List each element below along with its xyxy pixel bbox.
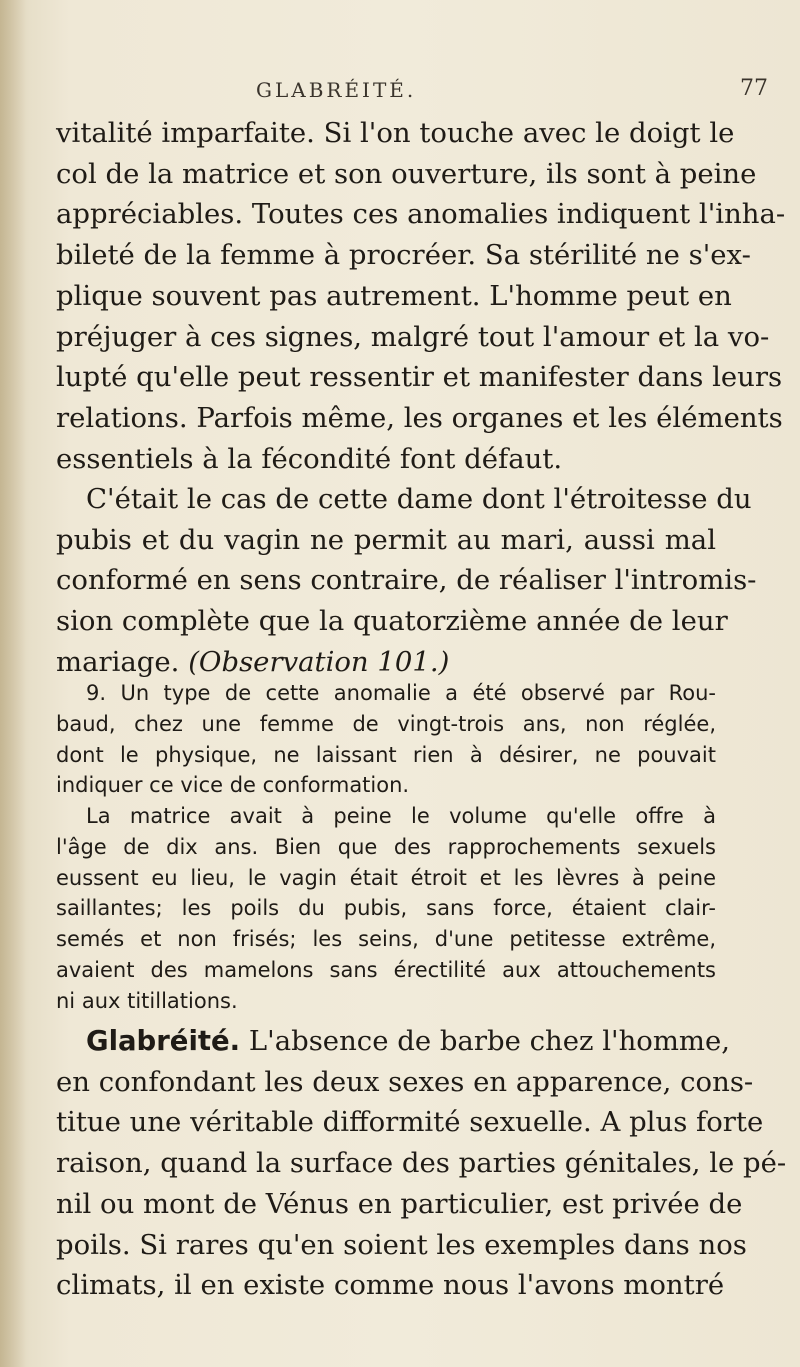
- text-line: semés et non frisés; les seins, d'une petitesse extrême,: [56, 927, 716, 952]
- text-line: C'était le cas de cette dame dont l'étroitesse du: [86, 483, 752, 515]
- text-line: avaient des mamelons sans érectilité aux attouchements: [56, 957, 716, 982]
- text-line: lupté qu'elle peut ressentir et manifester dans leurs: [56, 361, 783, 394]
- text-line: La matrice avait à peine le volume qu'elle offre à: [86, 804, 716, 828]
- text-line: relations. Parfois même, les organes et les éléments: [56, 401, 783, 434]
- text-line: bileté de la femme à procréer. Sa stérilité ne s'ex-: [56, 239, 751, 272]
- paragraph-1: [56, 113, 786, 479]
- text-line: poils. Si rares qu'en soient les exemples dans nos: [56, 1228, 747, 1261]
- text-line: pubis et du vagin ne permit au mari, aussi mal: [56, 523, 716, 556]
- gutter-shadow: [0, 0, 26, 1367]
- text-line: appréciables. Toutes ces anomalies indiquent l'inha-: [56, 198, 786, 231]
- text-line: eussent eu lieu, le vagin était étroit et les lèvres à peine: [56, 865, 716, 890]
- text-line: en confondant les deux sexes en apparence, cons-: [56, 1065, 754, 1098]
- text-line: baud, chez une femme de vingt-trois ans, non réglée,: [56, 711, 716, 736]
- text-line: l'âge de dix ans. Bien que des rapprochements sexuels: [56, 834, 716, 859]
- text-line: sion complète que la quatorzième année de leur: [56, 605, 728, 638]
- text-line: climats, il en existe comme nous l'avons montré: [56, 1269, 725, 1302]
- text-line: col de la matrice et son ouverture, ils sont à peine: [56, 157, 757, 190]
- paragraph-2: [56, 479, 757, 683]
- text-line: ni aux titillations.: [56, 988, 238, 1013]
- text-line: raison, quand la surface des parties génitales, le pé-: [56, 1147, 787, 1180]
- text-line: 9. Un type de cette anomalie a été observé par Rou-: [86, 681, 716, 705]
- text-line: essentiels à la fécondité font défaut.: [56, 442, 563, 475]
- text-line: titue une véritable difformité sexuelle. A plus forte: [56, 1106, 764, 1139]
- case-9-paragraph: [56, 678, 716, 801]
- text-line: [56, 642, 716, 683]
- glabreite-section: [56, 1021, 787, 1306]
- text-line: indiquer ce vice de conformation.: [56, 773, 410, 798]
- text-line: saillantes; les poils du pubis, sans force, étaient clair-: [56, 896, 716, 921]
- text-line: nil ou mont de Vénus en particulier, est privée de: [56, 1187, 743, 1220]
- observation-reference: (Observation 101.): [188, 645, 450, 678]
- running-head: GLABRÉITÉ.: [256, 78, 417, 102]
- text-line: plique souvent pas autrement. L'homme peut en: [56, 279, 732, 312]
- case-9-detail-paragraph: [56, 801, 716, 1017]
- text-line: [56, 1021, 731, 1062]
- page-number: 77: [740, 76, 768, 101]
- text-line: dont le physique, ne laissant rien à désirer, ne pouvait: [56, 742, 716, 767]
- section-heading: Glabréité.: [86, 1025, 241, 1057]
- text-fragment: mariage.: [56, 645, 180, 678]
- text-line: préjuger à ces signes, malgré tout l'amour et la vo-: [56, 320, 770, 353]
- text-line: conformé en sens contraire, de réaliser l'intromis-: [56, 564, 757, 597]
- text-line: vitalité imparfaite. Si l'on touche avec le doigt le: [56, 117, 735, 149]
- text-fragment: L'absence de barbe chez l'homme,: [248, 1025, 731, 1057]
